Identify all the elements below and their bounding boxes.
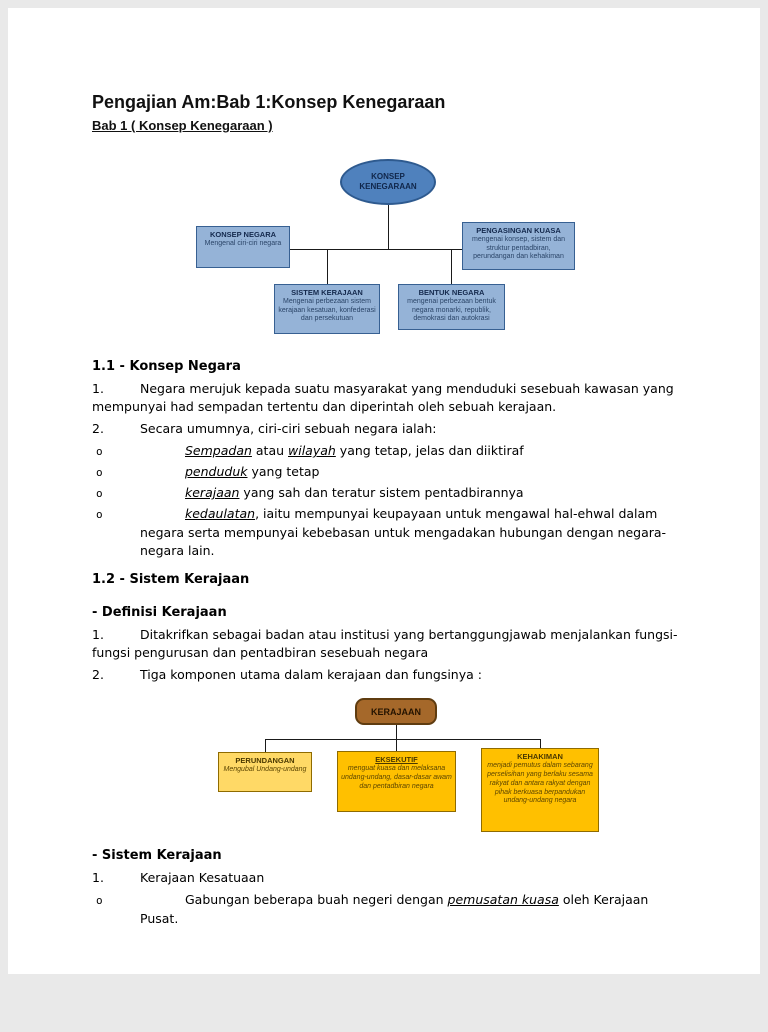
connector-line xyxy=(290,249,462,250)
diagram-node-title: EKSEKUTIF xyxy=(375,755,418,764)
connector-line xyxy=(451,249,452,284)
diagram-node-kerajaan xyxy=(355,698,437,725)
bullet-text: atau xyxy=(251,443,289,458)
connector-line xyxy=(327,249,328,284)
bullet-text: yang tetap, jelas dan diiktiraf xyxy=(335,443,524,458)
bullet-text-underlined: Sempadan xyxy=(185,443,252,458)
list-number: 2. xyxy=(92,667,104,682)
diagram-konsep-kenegaraan xyxy=(188,153,608,345)
list-text: Tiga komponen utama dalam kerajaan dan fungsinya : xyxy=(140,667,482,682)
section-heading-1-2: 1.2 - Sistem Kerajaan xyxy=(92,572,250,587)
bullet-marker: o xyxy=(96,466,103,479)
diagram-node-konsep-negara xyxy=(196,226,290,268)
diagram-node-title: KEHAKIMAN xyxy=(517,752,563,761)
bullet-item xyxy=(92,891,684,928)
document-page xyxy=(8,8,760,974)
bullet-text-underlined: wilayah xyxy=(288,443,336,458)
connector-line xyxy=(540,739,541,748)
bullet-marker: o xyxy=(96,445,103,458)
diagram-node-konsep-kenegaraan xyxy=(340,159,436,205)
connector-line xyxy=(396,725,397,739)
diagram-node-body: Mengenai perbezaan sistem kerajaan kesatuan, konfederasi dan persekutuan xyxy=(278,298,376,323)
list-text: Negara merujuk kepada suatu masyarakat yang menduduki sesebuah kawasan yang mempunyai had sempadan tertentu dan diperintah oleh sebuah kerajaan. xyxy=(92,381,674,414)
diagram-node-body: menjadi pemutus dalam sebarang perselisihan yang berlaku sesama rakyat dan antara rakyat dengan pihak berkuasa berpandukan undang-undang negara xyxy=(487,762,593,805)
bullet-text-underlined: penduduk xyxy=(185,464,248,479)
bullet-marker: o xyxy=(96,487,103,500)
connector-line xyxy=(265,739,266,752)
bullet-text: yang tetap xyxy=(247,464,320,479)
diagram-node-bentuk-negara xyxy=(398,284,505,330)
bullet-item xyxy=(92,463,684,482)
bullet-item xyxy=(92,505,684,560)
bullet-text: oleh Kerajaan Pusat. xyxy=(140,892,649,926)
bullet-text-underlined: kedaulatan xyxy=(185,506,256,521)
diagram-node-body: menguat kuasa dan melaksana undang-undang, dasar-dasar awam dan pentadbiran negara xyxy=(341,765,452,790)
bullet-text-underlined: kerajaan xyxy=(185,485,240,500)
bullet-item xyxy=(92,442,684,461)
list-number: 2. xyxy=(92,421,104,436)
diagram-node-pengasingan-kuasa xyxy=(462,222,575,270)
diagram-node-title: PERUNDANGAN xyxy=(235,756,295,765)
diagram-node-eksekutif xyxy=(337,751,456,812)
diagram-node-title: BENTUK NEGARA xyxy=(418,288,485,297)
diagram-node-kehakiman xyxy=(481,748,599,832)
list-item xyxy=(92,666,684,684)
document-title: Pengajian Am:Bab 1:Konsep Kenegaraan xyxy=(92,92,446,112)
section-heading-sistem-kerajaan: - Sistem Kerajaan xyxy=(92,848,222,863)
diagram-node-label: KERAJAAN xyxy=(370,706,421,717)
list-text: Secara umumnya, ciri-ciri sebuah negara ialah: xyxy=(140,421,437,436)
diagram-node-body: mengenai konsep, sistem dan struktur pentadbiran, perundangan dan kehakiman xyxy=(472,236,565,261)
bullet-text: Gabungan beberapa buah negeri dengan xyxy=(185,892,448,907)
diagram-node-title: KONSEP NEGARA xyxy=(209,230,277,239)
diagram-node-sistem-kerajaan xyxy=(274,284,380,334)
diagram-node-perundangan xyxy=(218,752,312,792)
bullet-item xyxy=(92,484,684,503)
connector-line xyxy=(388,205,389,249)
list-item xyxy=(92,626,684,662)
section-heading-1-1: 1.1 - Konsep Negara xyxy=(92,359,241,374)
connector-line xyxy=(265,739,540,740)
diagram-node-body: mengenai perbezaan bentuk negara monarki, republik, demokrasi dan autokrasi xyxy=(407,298,496,323)
section-heading-definisi-kerajaan: - Definisi Kerajaan xyxy=(92,605,227,620)
bullet-text: , iaitu mempunyai keupayaan untuk mengawal hal-ehwal dalam negara serta mempunyai kebebasan untuk mengadakan hubungan dengan negara-negara lain. xyxy=(140,506,667,558)
list-number: 1. xyxy=(92,870,104,885)
list-text: Ditakrifkan sebagai badan atau institusi yang bertanggungjawab menjalankan fungsi-fungsi pengurusan dan pentadbiran sesebuah negara xyxy=(92,627,678,660)
bullet-marker: o xyxy=(96,894,103,907)
diagram-node-label: KONSEP xyxy=(371,171,405,181)
chapter-heading: Bab 1 ( Konsep Kenegaraan ) xyxy=(92,118,273,133)
diagram-node-label: KENEGARAAN xyxy=(359,182,417,191)
list-number: 1. xyxy=(92,381,104,396)
diagram-node-body: Mengubal Undang-undang xyxy=(223,766,307,774)
diagram-node-body: Mengenal ciri-ciri negara xyxy=(204,240,282,248)
diagram-node-title: SISTEM KERAJAAN xyxy=(291,288,363,297)
list-item xyxy=(92,420,684,438)
bullet-marker: o xyxy=(96,508,103,521)
connector-line xyxy=(396,739,397,751)
bullet-text-underlined: pemusatan kuasa xyxy=(447,892,559,907)
list-item xyxy=(92,380,684,416)
list-item xyxy=(92,869,684,887)
list-text: Kerajaan Kesatuaan xyxy=(140,870,265,885)
diagram-node-title: PENGASINGAN KUASA xyxy=(476,226,561,235)
list-number: 1. xyxy=(92,627,104,642)
bullet-text: yang sah dan teratur sistem pentadbirannya xyxy=(239,485,524,500)
diagram-komponen-kerajaan xyxy=(210,694,610,836)
